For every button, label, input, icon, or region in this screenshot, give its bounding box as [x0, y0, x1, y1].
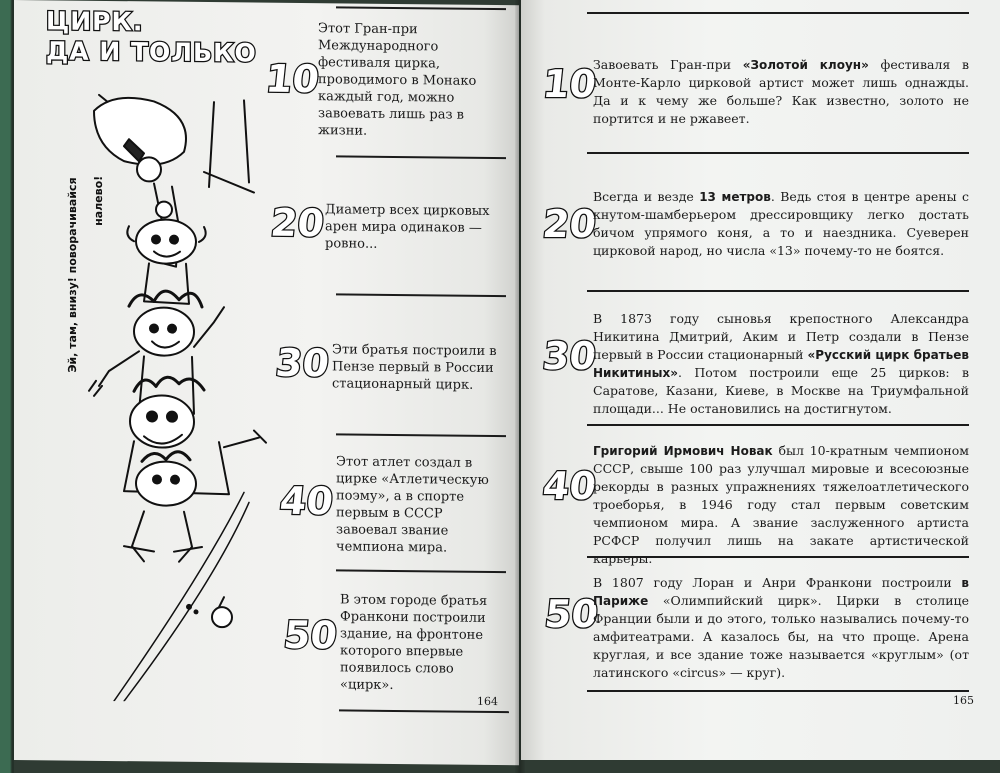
- page-number-left: 164: [477, 694, 498, 709]
- answer-10: [593, 56, 969, 128]
- question-10: Этот Гран-при Международного фестиваля цирка, проводимого в Монако каждый год, можно завоевать лишь раз в жизни.: [318, 21, 477, 139]
- right-page: [521, 0, 1000, 760]
- answer-20: [593, 188, 969, 260]
- points-30: 30: [273, 340, 332, 386]
- clown-acrobats-illustration: [84, 91, 274, 703]
- points-10: 10: [263, 56, 322, 102]
- divider-2: [336, 293, 506, 297]
- left-page: [14, 0, 519, 765]
- answer-50-before: В 1807 году Лоран и Анри Франкони построили: [593, 575, 962, 590]
- cartoon-caption-2: налево!: [92, 175, 105, 226]
- divider-right-3: [587, 424, 969, 426]
- answer-30-highlight: «Русский цирк братьев Никитиных»: [593, 348, 969, 380]
- divider-4: [336, 569, 506, 573]
- answer-10-after: фестиваля в Монте-Карло цирковой артист может лишь однажды. Да и к чему же больше? Как известно, золото не портится и не ржавеет.: [593, 57, 969, 126]
- points-40: 40: [277, 478, 336, 524]
- answer-points-20: 20: [540, 202, 599, 246]
- answer-points-30: 30: [540, 334, 599, 378]
- question-20: Диаметр всех цирковых арен мира одинаков — ровно...: [325, 202, 490, 252]
- answer-20-after: . Ведь стоя в центре арены с кнутом-шамберьером дрессировщику легко достать бичом упрямого коня, а то и наездника. Суеверен цирковой народ, но числа «13» почему-то не боятся.: [593, 189, 969, 258]
- answer-20-before: Всегда и везде: [593, 189, 700, 204]
- divider-right-1: [587, 152, 969, 154]
- answer-40-highlight: Григорий Ирмович Новак: [593, 444, 773, 458]
- title-line-1: ЦИРК.: [46, 6, 144, 37]
- answer-30-after: . Потом построили еще 25 цирков: в Саратове, Казани, Киеве, в Москве на Триумфальной площади... Не остановились на достигнутом.: [593, 365, 969, 416]
- divider-bottom-right: [587, 690, 969, 692]
- divider-3: [336, 433, 506, 437]
- divider-bottom: [339, 709, 509, 713]
- answer-30-before: В 1873 году сыновья крепостного Александра Никитина Дмитрий, Аким и Петр создали в Пензе первый в России стационарный: [593, 311, 969, 362]
- answer-40-after: был 10-кратным чемпионом СССР, свыше 100 раз улучшал мировые и всесоюзные рекорды в разных упражнениях тяжелоатлетического троеборья, в 1946 году стал первым советским чемпионом мира. А звание заслуженного артиста РСФСР получил лишь на закате артистической карьеры.: [593, 443, 969, 566]
- question-50: В этом городе братья Франкони построили здание, на фронтоне которого впервые появилось слово «цирк».: [340, 592, 488, 693]
- answer-50-highlight: в Париже: [593, 576, 969, 608]
- answer-30: [593, 310, 969, 418]
- answer-20-highlight: 13 метров: [699, 190, 771, 204]
- question-30: Эти братья построили в Пензе первый в России стационарный цирк.: [332, 342, 497, 393]
- points-20: 20: [268, 200, 327, 246]
- title-line-2: ДА И ТОЛЬКО: [46, 36, 257, 68]
- answer-points-10: 10: [540, 62, 599, 106]
- answer-10-highlight: «Золотой клоун»: [742, 58, 869, 72]
- answer-points-50: 50: [542, 592, 601, 636]
- divider-top: [336, 6, 506, 10]
- answer-50-after: «Олимпийский цирк». Цирки в столице Франции были и до этого, только назывались почему-то амфитеатрами. А казалось бы, на что проще. Арена круглая, и все здание тоже называется «круглым» (от латинского «circus» — круг).: [593, 593, 969, 680]
- divider-1: [336, 155, 506, 159]
- points-50: 50: [281, 612, 340, 658]
- answer-40: [593, 442, 969, 568]
- answer-50: [593, 574, 969, 682]
- divider-right-2: [587, 290, 969, 292]
- answer-10-before: Завоевать Гран-при: [593, 57, 743, 72]
- answer-points-40: 40: [540, 464, 599, 508]
- cartoon-caption-1: Эй, там, внизу! поворачивайся: [66, 177, 79, 373]
- question-40: Этот атлет создал в цирке «Атлетическую поэму», а в спорте первым в СССР завоевал звание чемпиона мира.: [336, 454, 489, 556]
- page-number-right: 165: [953, 694, 974, 707]
- cartoon-caption: [66, 33, 79, 373]
- divider-top-right: [587, 12, 969, 14]
